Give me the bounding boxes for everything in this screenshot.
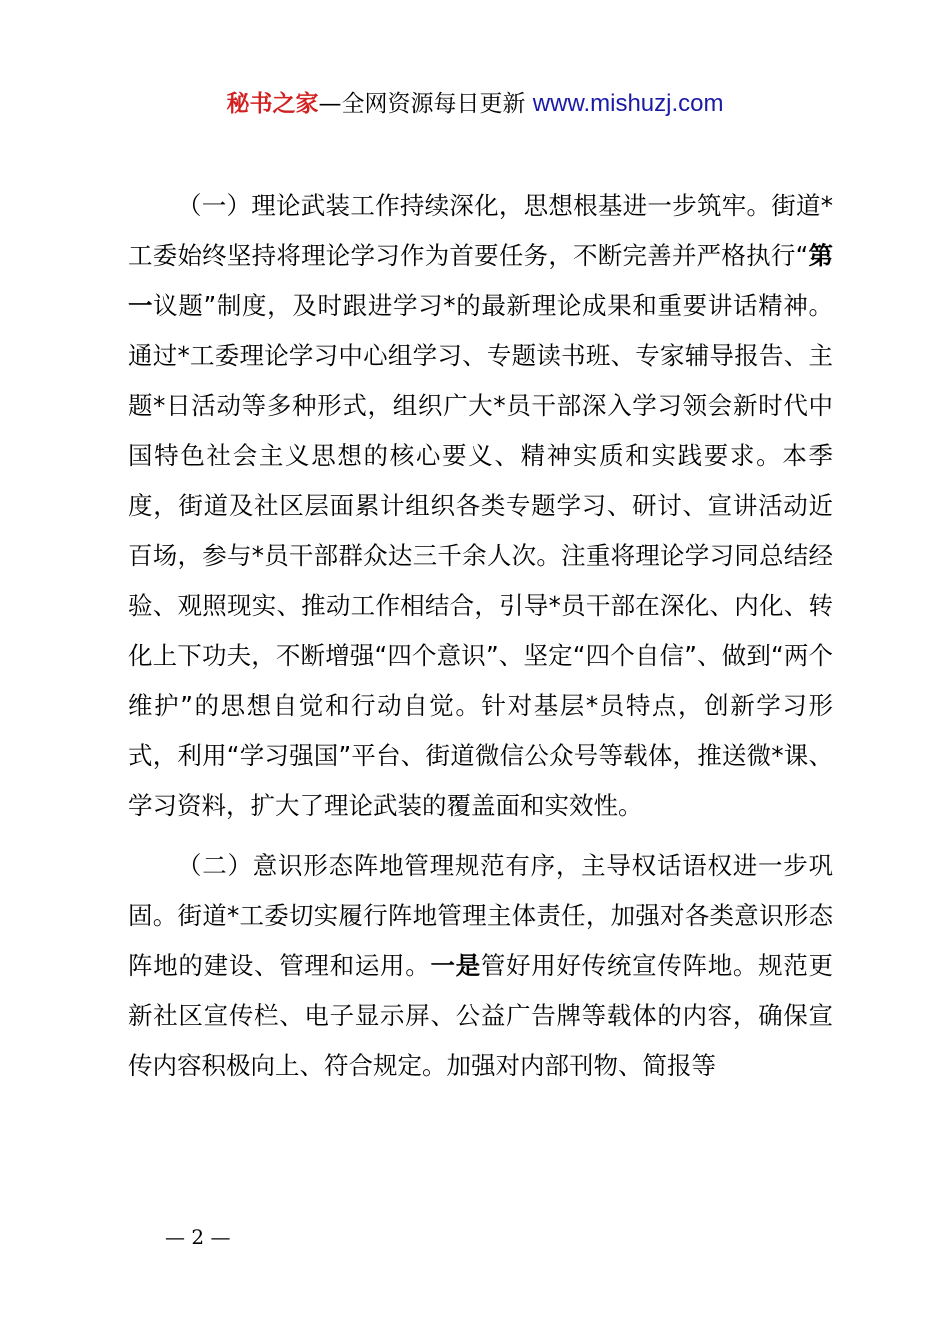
bold-text: 一是 xyxy=(430,951,481,980)
paragraph-theory-study xyxy=(128,181,833,831)
page-number: — 2 — xyxy=(165,1225,231,1249)
header-tagline: —全网资源每日更新 xyxy=(318,91,533,117)
paragraph-text: 管好用好传统宣传阵地。规范更新社区宣传栏、电子显示屏、公益广告牌等载体的内容，确保宣传内容积极向上、符合规定。加强对内部刊物、简报等 xyxy=(128,951,834,1080)
document-header xyxy=(0,86,950,122)
paragraph-text: 议题”制度，及时跟进学习*的最新理论成果和重要讲话精神。通过*工委理论学习中心组学习、专题读书班、专家辅导报告、主题*日活动等多种形式，组织广大*员干部深入学习领会新时代中国特色社会主义思想的核心要义、精神实质和实践要求。本季度，街道及社区层面累计组织各类专题学习、研讨、宣讲活动近百场，参与*员干部群众达三千余人次。注重将理论学习同总结经验、观照现实、推动工作相结合，引导*员干部在深化、内化、转化上下功夫，不断增强“四个意识”、坚定“四个自信”、做到“两个维护”的思想自觉和行动自觉。针对基层*员特点，创新学习形式，利用“学习强国”平台、街道微信公众号等载体，推送微*课、学习资料，扩大了理论武装的覆盖面和实效性。 xyxy=(128,291,833,820)
paragraph-text: （一）理论武装工作持续深化，思想根基进一步筑牢。街道*工委始终坚持将理论学习作为首要任务，不断完善并严格执行“ xyxy=(128,191,833,270)
brand-name: 秘书之家 xyxy=(226,91,319,117)
document-body xyxy=(128,181,833,1091)
bold-text: 第一 xyxy=(128,241,833,320)
paragraph-text: （二）意识形态阵地管理规范有序，主导权话语权进一步巩固。街道*工委切实履行阵地管理主体责任，加强对各类意识形态阵地的建设、管理和运用。 xyxy=(128,851,833,980)
paragraph-ideology-positions xyxy=(128,841,833,1091)
website-link[interactable]: www.mishuzj.com xyxy=(532,90,724,117)
